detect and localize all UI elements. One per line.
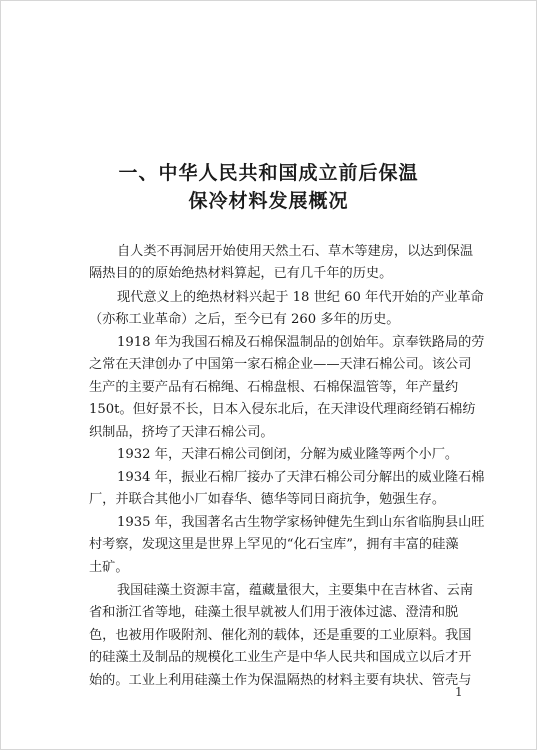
text-line: 1935 年，我国著名古生物学家杨钟健先生到山东省临朐县山旺 <box>117 515 485 530</box>
text-line: 隔热目的的原始绝热材料算起，已有几千年的历史。 <box>89 266 393 281</box>
text-line: 1918 年为我国石棉及石棉保温制品的创始年。京奉铁路局的劳 <box>117 335 485 350</box>
section-title-line-1: 一、中华人民共和国成立前后保温 <box>118 162 419 184</box>
text-line: 之常在天津创办了中国第一家石棉企业——天津石棉公司。该公司 <box>89 357 472 372</box>
text-line: 现代意义上的绝热材料兴起于 18 世纪 60 年代开始的产业革命 <box>117 290 484 305</box>
page-number: 1 <box>455 685 463 699</box>
text-line: 的硅藻土及制品的规模化工业生产是中华人民共和国成立以后才开 <box>89 650 472 665</box>
text-line: （亦称工业革命）之后，至今已有 260 多年的历史。 <box>89 312 400 327</box>
text-line: 生产的主要产品有石棉绳、石棉盘根、石棉保温管等，年产量约 <box>89 380 459 395</box>
text-line: 始的。工业上利用硅藻土作为保温隔热的材料主要有块状、管壳与 <box>89 673 472 688</box>
text-line: 织制品，挤垮了天津石棉公司。 <box>89 425 274 440</box>
text-line: 我国硅藻土资源丰富，蕴藏量很大，主要集中在吉林省、云南 <box>117 583 474 598</box>
section-title-line-2: 保冷材料发展概况 <box>188 190 349 212</box>
text-line: 自人类不再洞居开始使用天然土石、草木等建房，以达到保温 <box>117 244 474 259</box>
text-line: 厂，并联合其他小厂如春华、德华等同日商抗争，勉强生存。 <box>89 492 446 507</box>
text-line: 村考察，发现这里是世界上罕见的“化石宝库”，拥有丰富的硅藻 <box>89 537 459 552</box>
text-line: 150t。但好景不长，日本入侵东北后，在天津设代理商经销石棉纺 <box>89 402 476 417</box>
text-line: 土矿。 <box>89 560 129 575</box>
text-line: 省和浙江省等地，硅藻土很早就被人们用于液体过滤、澄清和脱 <box>89 605 459 620</box>
text-line: 1932 年，天津石棉公司倒闭，分解为威业隆等两个小厂。 <box>117 447 459 462</box>
text-line: 色，也被用作吸附剂、催化剂的载体，还是重要的工业原料。我国 <box>89 628 472 643</box>
text-line: 1934 年，振业石棉厂接办了天津石棉公司分解出的威业隆石棉 <box>117 470 485 485</box>
